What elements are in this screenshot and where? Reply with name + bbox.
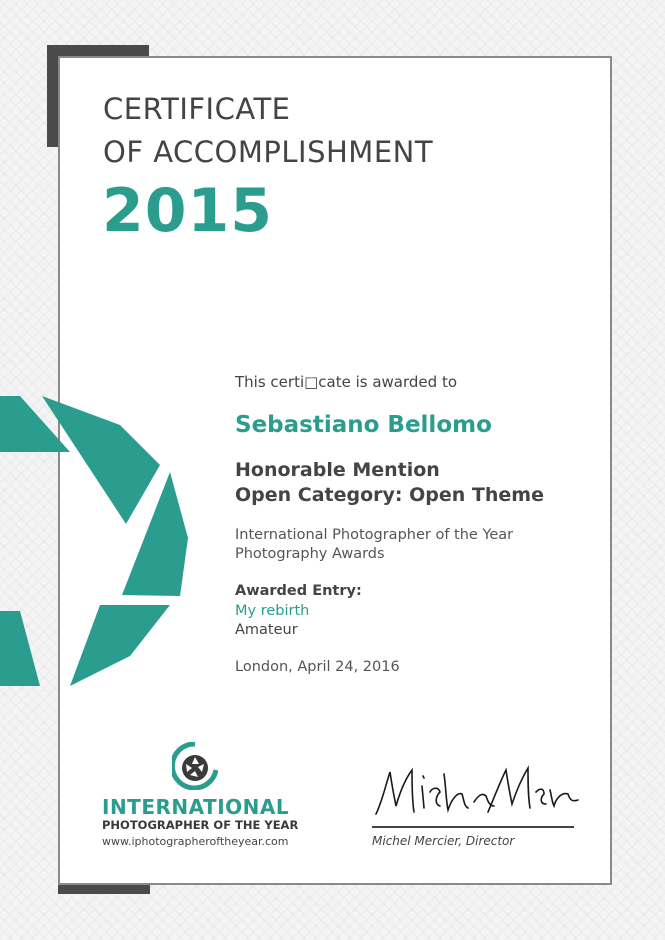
logo-name: INTERNATIONAL xyxy=(102,795,290,819)
logo-subtitle: PHOTOGRAPHER OF THE YEAR xyxy=(102,818,299,832)
camera-aperture-icon xyxy=(172,742,218,790)
director-signature xyxy=(372,762,582,822)
certificate-year: 2015 xyxy=(102,176,273,246)
aperture-blade-5 xyxy=(0,611,40,686)
entry-label: Awarded Entry: xyxy=(235,583,362,599)
frame-corner-horizontal xyxy=(47,45,149,56)
entry-level: Amateur xyxy=(235,622,298,638)
certificate-title-line1: CERTIFICATE xyxy=(103,92,291,126)
recipient-name: Sebastiano Bellomo xyxy=(235,412,492,438)
certificate-title-line2: OF ACCOMPLISHMENT xyxy=(103,135,434,169)
logo-url[interactable]: www.iphotographeroftheyear.com xyxy=(102,835,289,848)
aperture-shutter-icon xyxy=(0,390,190,690)
signature-line xyxy=(372,826,574,828)
entry-title: My rebirth xyxy=(235,603,310,619)
frame-corner-bottom xyxy=(58,885,150,894)
aperture-blade-2 xyxy=(42,396,160,524)
aperture-blade-4 xyxy=(70,605,170,686)
organization-name: International Photographer of the Year xyxy=(235,527,514,543)
signature-caption: Michel Mercier, Director xyxy=(372,834,515,848)
place-date: London, April 24, 2016 xyxy=(235,659,400,675)
frame-corner-vertical xyxy=(47,45,58,147)
prize-category: Open Category: Open Theme xyxy=(235,484,544,506)
award-intro: This certi□cate is awarded to xyxy=(235,373,458,391)
organization-subtitle: Photography Awards xyxy=(235,546,385,562)
prize-title: Honorable Mention xyxy=(235,459,440,481)
